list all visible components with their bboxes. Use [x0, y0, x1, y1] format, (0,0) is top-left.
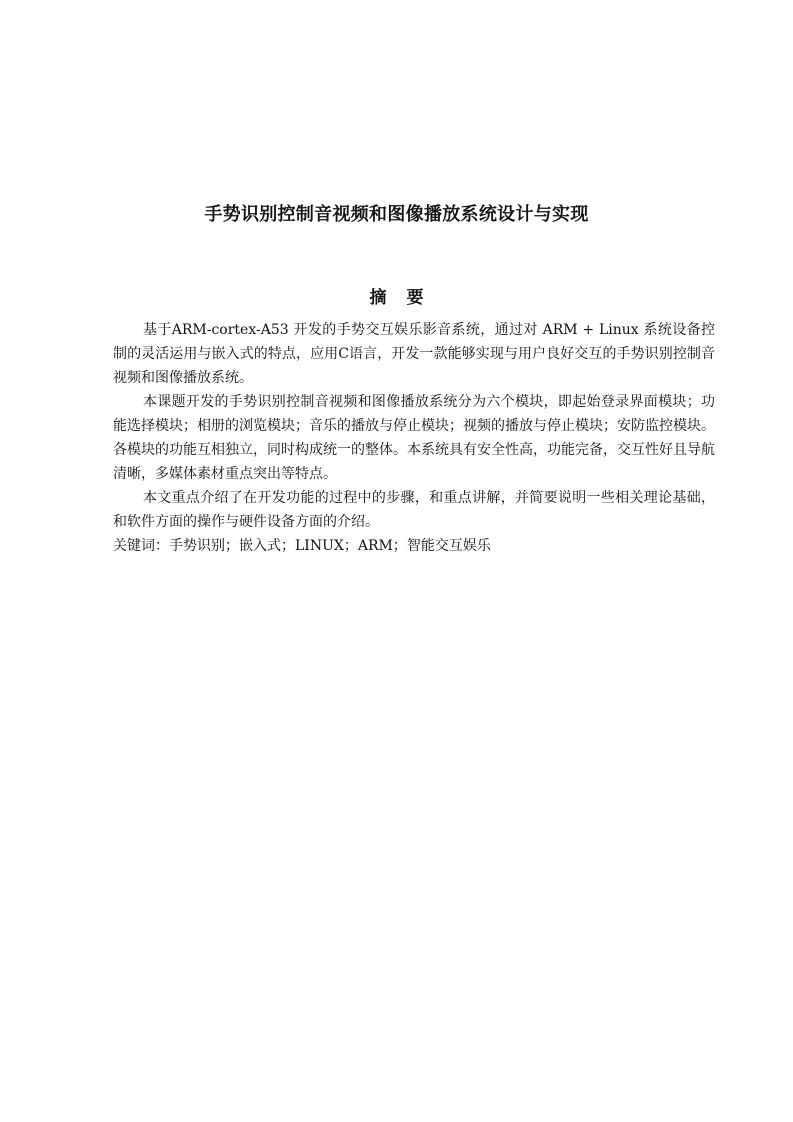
abstract-heading: 摘 要 [369, 288, 424, 308]
abstract-paragraph-1: 基于ARM-cortex-A53 开发的手势交互娱乐影音系统，通过对 ARM + Linux 系统设备控制的灵活运用与嵌入式的特点，应用C语言，开发一款能够实现与用户良好交互的手势识别控制音视频和图像播放系统。 [113, 322, 715, 386]
document-title: 手势识别控制音视频和图像播放系统设计与实现 [204, 204, 589, 225]
abstract-paragraph-3: 本文重点介绍了在开发功能的过程中的步骤，和重点讲解，并简要说明一些相关理论基础，和软件方面的操作与硬件设备方面的介绍。 [113, 490, 715, 530]
abstract-paragraph-2: 本课题开发的手势识别控制音视频和图像播放系统分为六个模块，即起始登录界面模块；功能选择模块；相册的浏览模块；音乐的播放与停止模块；视频的播放与停止模块；安防监控模块。各模块的功能互相独立，同时构成统一的整体。本系统具有安全性高，功能完备，交互性好且导航清晰，多媒体素材重点突出等特点。 [113, 394, 715, 482]
keywords-line: 关键词：手势识别；嵌入式；LINUX；ARM；智能交互娱乐 [113, 538, 491, 554]
abstract-body [113, 318, 715, 558]
